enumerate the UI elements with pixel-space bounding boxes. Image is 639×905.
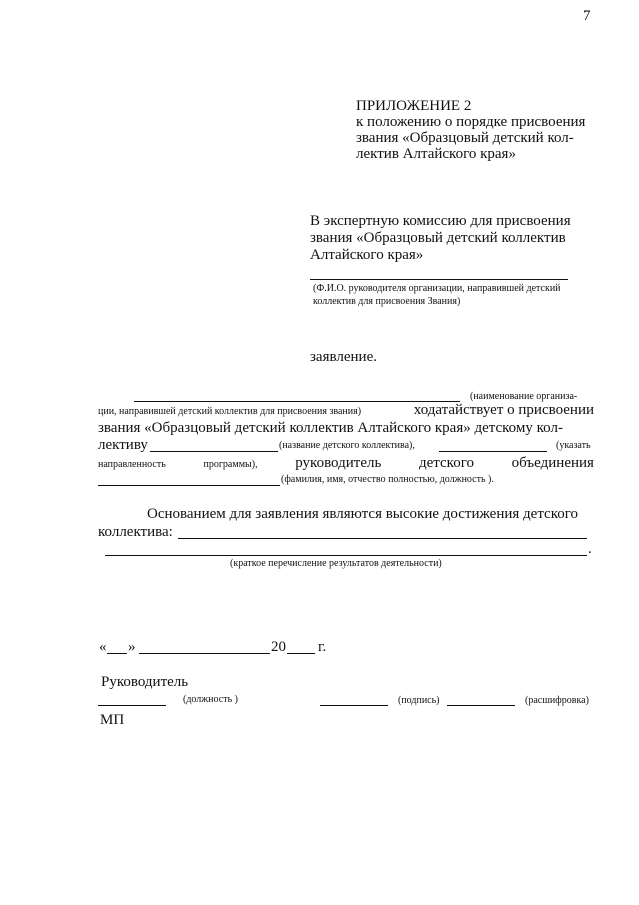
leader-name-line[interactable] xyxy=(98,485,280,486)
basis-line-1: Основанием для заявления являются высокие достижения детского xyxy=(147,506,579,522)
body-line-2-small: ции, направившей детский коллектив для присвоения звания) xyxy=(98,406,362,417)
collective-name-hint: (название детского коллектива), xyxy=(279,440,415,451)
signature-hint: (подпись) xyxy=(398,695,440,706)
signature-head: Руководитель xyxy=(101,674,189,690)
date-month-line[interactable] xyxy=(139,653,270,654)
appendix-line-1: к положению о порядке присвоения xyxy=(356,114,586,130)
addressee-name-line[interactable] xyxy=(310,279,568,280)
decoding-hint: (расшифровка) xyxy=(525,695,589,706)
date-year-line[interactable] xyxy=(287,653,315,654)
signature-line[interactable] xyxy=(320,705,388,706)
results-hint: (краткое перечисление результатов деятельности) xyxy=(230,558,442,569)
basis-line-2: коллектива: xyxy=(98,524,173,540)
collective-name-line[interactable] xyxy=(150,451,278,452)
body-line-5-word-5: объединения xyxy=(511,455,594,471)
addressee-line-2: звания «Образцовый детский коллектив xyxy=(310,230,566,246)
appendix-line-2: звания «Образцовый детский кол- xyxy=(356,130,574,146)
program-direction-hint: (указать xyxy=(556,440,591,451)
body-line-5-word-3: руководитель xyxy=(295,455,382,471)
addressee-hint-1: (Ф.И.О. руководителя организации, направившей детский xyxy=(313,283,561,294)
date-close-quote: » xyxy=(128,639,136,655)
body-line-5-word-1: направленность xyxy=(98,459,166,470)
leader-name-hint: (фамилия, имя, отчество полностью, должность ). xyxy=(281,474,494,485)
date-year-prefix: 20 xyxy=(271,639,286,655)
organization-hint: (наименование организа- xyxy=(470,391,578,402)
position-line[interactable] xyxy=(98,705,166,706)
appendix-line-3: лектив Алтайского края» xyxy=(356,146,516,162)
body-line-2 xyxy=(98,402,594,419)
addressee-line-1: В экспертную комиссию для присвоения xyxy=(310,213,571,229)
body-line-4-start: лективу xyxy=(98,437,148,453)
date-year-suffix: г. xyxy=(318,639,327,655)
body-line-5-word-2: программы), xyxy=(203,459,258,470)
decoding-line[interactable] xyxy=(447,705,515,706)
body-line-3: звания «Образцовый детский коллектив Алтайского края» детскому кол- xyxy=(98,420,563,436)
achievements-line-2[interactable] xyxy=(105,555,587,556)
date-day-line[interactable] xyxy=(107,653,127,654)
addressee-line-3: Алтайского края» xyxy=(310,247,424,263)
achievements-period: . xyxy=(588,541,592,557)
page-number: 7 xyxy=(583,8,591,24)
body-line-5 xyxy=(98,455,594,472)
program-direction-line[interactable] xyxy=(439,451,547,452)
body-line-2-big: ходатайствует о присвоении xyxy=(413,402,594,418)
stamp-label: МП xyxy=(100,712,125,728)
document-heading: заявление. xyxy=(310,349,377,365)
position-hint: (должность ) xyxy=(183,694,238,705)
addressee-hint-2: коллектив для присвоения Звания) xyxy=(313,296,461,307)
achievements-line-1[interactable] xyxy=(178,538,587,539)
body-line-5-word-4: детского xyxy=(419,455,474,471)
date-open-quote: « xyxy=(99,639,107,655)
appendix-title: ПРИЛОЖЕНИЕ 2 xyxy=(356,98,472,114)
